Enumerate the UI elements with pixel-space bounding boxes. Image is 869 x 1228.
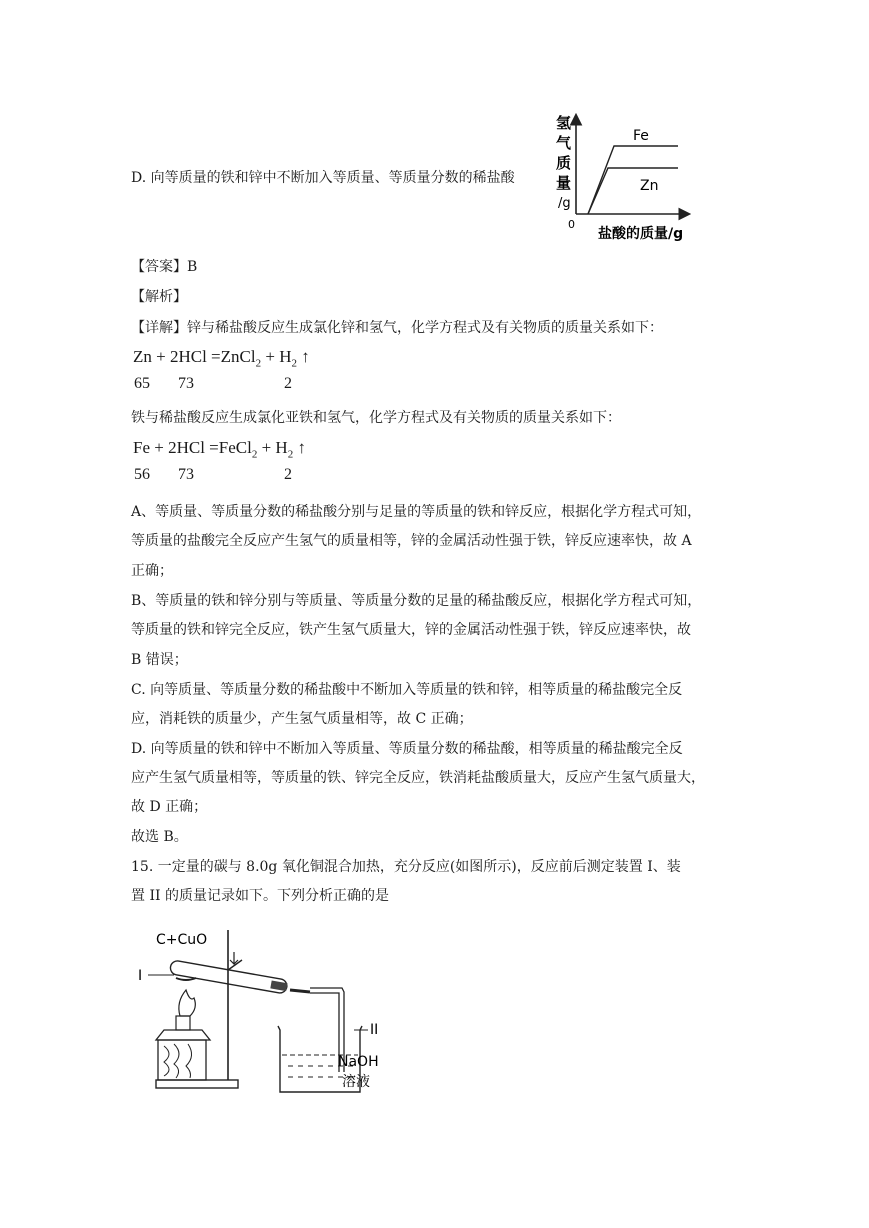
para-b-line-2: 等质量的铁和锌完全反应，铁产生氢气质量大，锌的金属活动性强于铁，锌反应速率快，故 xyxy=(131,622,691,638)
para-c-line-2: 应，消耗铁的质量少，产生氢气质量相等，故 C 正确； xyxy=(131,711,473,727)
flame xyxy=(179,990,195,1016)
downward-arrow xyxy=(230,952,238,964)
y-axis-char-4: 量 xyxy=(556,174,572,192)
clamp xyxy=(228,960,242,970)
option-d-text: D. 向等质量的铁和锌中不断加入等质量、等质量分数的稀盐酸 xyxy=(131,170,515,186)
analysis-heading: 【解析】 xyxy=(131,289,187,305)
answer: 【答案】B xyxy=(131,259,198,275)
fe-eq-sub1: 2 xyxy=(251,448,258,461)
zn-eq-arrow: ↑ xyxy=(301,347,310,366)
y-axis-char-2: 气 xyxy=(556,134,572,152)
fe-mass-3: 2 xyxy=(284,466,292,483)
y-axis-char-1: 氢 xyxy=(556,114,572,132)
fe-series-label: Fe xyxy=(633,128,649,144)
para-a-line-3: 正确； xyxy=(131,563,173,579)
q15-line-1: 15. 一定量的碳与 8.0g 氧化铜混合加热，充分反应(如图所示)，反应前后测定装置 I、装 xyxy=(131,859,681,875)
delivery-tube xyxy=(290,990,310,992)
zn-eq-lhs: Zn + 2HCl =ZnCl xyxy=(133,347,256,366)
stand-base xyxy=(156,1080,238,1088)
fe-intro-text: 铁与稀盐酸反应生成氯化亚铁和氢气，化学方程式及有关物质的质量关系如下： xyxy=(131,410,621,426)
detail-text: 【详解】锌与稀盐酸反应生成氯化锌和氢气，化学方程式及有关物质的质量关系如下： xyxy=(131,320,663,336)
para-b-line-1: B、等质量的铁和锌分别与等质量、等质量分数的足量的稀盐酸反应，根据化学方程式可知， xyxy=(131,593,702,609)
device-2-label: II xyxy=(370,1022,379,1038)
para-a-line-1: A、等质量、等质量分数的稀盐酸分别与足量的等质量的铁和锌反应，根据化学方程式可知， xyxy=(131,504,702,520)
fe-mass-1: 56 xyxy=(134,466,150,483)
reactant-powder xyxy=(176,978,196,980)
para-d-line-2: 应产生氢气质量相等，等质量的铁、锌完全反应，铁消耗盐酸质量大，反应产生氢气质量大， xyxy=(131,770,705,786)
conclusion: 故选 B。 xyxy=(131,829,188,845)
y-axis-char-5: /g xyxy=(558,196,571,211)
zn-mass-2: 73 xyxy=(178,375,194,392)
zn-eq-mid: + H xyxy=(265,347,292,366)
fe-equation xyxy=(133,438,306,460)
fe-zn-hydrogen-graph xyxy=(548,108,708,248)
wood-grain xyxy=(164,1044,192,1078)
fe-curve xyxy=(588,146,678,214)
fe-eq-sub2: 2 xyxy=(287,448,294,461)
zn-series-label: Zn xyxy=(640,178,659,194)
solution-label-2: 溶液 xyxy=(342,1074,370,1090)
para-a-line-2: 等质量的盐酸完全反应产生氢气的质量相等，锌的金属活动性强于铁，锌反应速率快，故 A xyxy=(131,533,692,549)
y-axis-char-3: 质 xyxy=(556,154,572,172)
zn-equation xyxy=(133,347,310,369)
x-axis-label: 盐酸的质量/g xyxy=(598,226,684,242)
zn-mass-3: 2 xyxy=(284,375,292,392)
solution-label-1: NaOH xyxy=(338,1054,379,1070)
zn-eq-sub2: 2 xyxy=(291,357,297,370)
device-1-label: I xyxy=(138,968,143,984)
lamp-body xyxy=(156,1030,210,1040)
fe-mass-2: 73 xyxy=(178,466,194,483)
zn-mass-1: 65 xyxy=(134,375,150,392)
fe-eq-lhs: Fe + 2HCl =FeCl xyxy=(133,438,252,457)
apparatus-diagram xyxy=(132,920,402,1100)
para-c-line-1: C. 向等质量、等质量分数的稀盐酸中不断加入等质量的铁和锌，相等质量的稀盐酸完全反 xyxy=(131,682,683,698)
delivery-tube-inner xyxy=(310,993,339,1072)
fe-eq-arrow: ↑ xyxy=(297,438,306,457)
origin-label: 0 xyxy=(568,218,575,231)
q15-line-2: 置 II 的质量记录如下。下列分析正确的是 xyxy=(131,888,389,904)
reactants-label: C+CuO xyxy=(156,932,208,948)
para-d-line-3: 故 D 正确； xyxy=(131,799,208,815)
para-d-line-1: D. 向等质量的铁和锌中不断加入等质量、等质量分数的稀盐酸，相等质量的稀盐酸完全反 xyxy=(131,741,683,757)
fe-eq-mid: + H xyxy=(261,438,288,457)
zn-eq-sub1: 2 xyxy=(255,357,262,370)
para-b-line-3: B 错误； xyxy=(131,652,188,668)
zn-curve xyxy=(588,168,678,214)
lamp-wick xyxy=(176,1016,190,1030)
wooden-block xyxy=(158,1040,206,1080)
